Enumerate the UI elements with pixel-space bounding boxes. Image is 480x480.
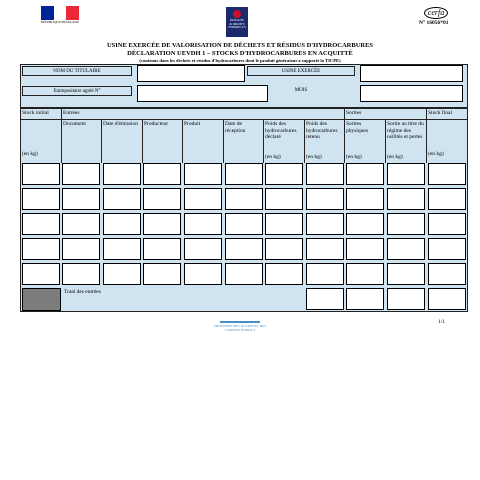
table-cell[interactable] [306,213,344,235]
table-cell[interactable] [225,238,263,260]
unit-stock-final: (en kg) [428,151,444,157]
table-cell[interactable] [103,188,141,210]
table-cell[interactable] [22,213,60,235]
entrepositaire-label: Entrepositaire agréé N° [22,86,132,96]
total-cell[interactable] [346,288,384,310]
ministry-logo-bar [220,321,260,323]
table-cell[interactable] [428,163,466,185]
total-cell[interactable] [428,288,466,310]
entrees-header: Entrées [63,110,80,116]
douane-logo-line3: INDIRECTS [228,25,246,30]
douane-emblem-icon [233,10,241,18]
col-producteur: Producteur [144,121,169,127]
table-cell[interactable] [62,238,100,260]
table-cell[interactable] [22,163,60,185]
table-cell[interactable] [387,188,425,210]
form-title-line1: USINE EXERCÉE DE VALORISATION DE DÉCHETS ET RÉSIDUS D'HYDROCARBURES [106,42,374,49]
table-cell[interactable] [62,213,100,235]
table-cell[interactable] [265,188,303,210]
table-cell[interactable] [346,263,384,285]
col-sorties-physiques: Sorties physiques [346,121,368,134]
table-cell[interactable] [387,238,425,260]
total-entrees-label: Total des entrées [64,289,101,295]
ministry-logo-text: MINISTÈRE DE L'ACTION ET DES COMPTES PUBLICS [214,324,266,332]
table-cell[interactable] [306,163,344,185]
table-cell[interactable] [428,263,466,285]
total-cell[interactable] [306,288,344,310]
table-cell[interactable] [387,163,425,185]
table-cell[interactable] [225,188,263,210]
douane-logo-line2: & DROITS [229,21,245,26]
titulaire-label: NOM DU TITULAIRE [22,66,132,76]
stock-final-header: Stock final [428,110,452,116]
table-cell[interactable] [428,213,466,235]
total-gray-cell [22,288,61,311]
usine-label: USINE EXERCÉE [247,66,355,76]
cerfa-logo: cerfa [424,7,448,19]
page-number: 1/1 [438,319,446,325]
col-date-reception: Date de réception [225,121,246,134]
table-cell[interactable] [184,188,222,210]
table-cell[interactable] [103,238,141,260]
table-cell[interactable] [225,263,263,285]
usine-field[interactable] [360,65,463,82]
table-cell[interactable] [306,188,344,210]
table-cell[interactable] [184,213,222,235]
table-cell[interactable] [387,263,425,285]
stock-initial-header: Stock initial [22,110,49,116]
table-cell[interactable] [143,238,181,260]
table-cell[interactable] [346,163,384,185]
douane-logo-line1: DOUANE [230,18,244,22]
table-cell[interactable] [428,238,466,260]
form-title-line2: DÉCLARATION UEVDH 1 – STOCKS D'HYDROCARBURES EN ACQUITTÉ [127,50,353,57]
table-cell[interactable] [143,213,181,235]
sorties-header: Sorties [346,110,362,116]
cerfa-number: N° 16056*01 [419,20,449,26]
rf-logo-text: RÉPUBLIQUE FRANÇAISE [40,20,80,24]
republique-francaise-logo [40,6,80,28]
table-cell[interactable] [184,163,222,185]
table-cell[interactable] [346,238,384,260]
table-cell[interactable] [143,163,181,185]
column-divider [61,108,62,163]
table-cell[interactable] [22,263,60,285]
unit-sortie-regime: (en kg) [387,154,403,160]
table-cell[interactable] [103,263,141,285]
table-cell[interactable] [143,188,181,210]
table-cell[interactable] [22,238,60,260]
table-cell[interactable] [103,163,141,185]
table-cell[interactable] [428,188,466,210]
table-cell[interactable] [184,238,222,260]
table-cell[interactable] [184,263,222,285]
col-poids-declare: Poids des hydrocarbures déclaré [265,121,297,140]
unit-poids-declare: (en kg) [265,154,281,160]
table-cell[interactable] [143,263,181,285]
table-cell[interactable] [225,213,263,235]
french-flag-icon [41,6,79,20]
table-cell[interactable] [62,263,100,285]
table-cell[interactable] [387,213,425,235]
table-cell[interactable] [225,163,263,185]
table-cell[interactable] [265,213,303,235]
titulaire-field[interactable] [137,65,245,82]
form-subtitle: (contenus dans les déchets et résidus d'hydrocarbures dont le produit générateur a supporté la TICPE) [139,58,341,63]
col-sortie-regime: Sortie au titre du régime des usilités et pertes [387,121,424,140]
table-cell[interactable] [22,188,60,210]
col-document: Document [63,121,86,127]
table-cell[interactable] [62,163,100,185]
mois-label: MOIS [294,88,308,93]
table-cell[interactable] [265,238,303,260]
col-produit: Produit [184,121,201,127]
unit-stock-initial: (en kg) [22,151,38,157]
table-cell[interactable] [346,188,384,210]
table-cell[interactable] [306,238,344,260]
unit-poids-retenu: (en kg) [306,154,322,160]
mois-field[interactable] [360,85,463,102]
table-cell[interactable] [265,163,303,185]
total-cell[interactable] [387,288,425,310]
douane-logo [226,7,248,37]
unit-sorties-physiques: (en kg) [346,154,362,160]
table-cell[interactable] [103,213,141,235]
table-cell[interactable] [306,263,344,285]
table-cell[interactable] [346,213,384,235]
col-poids-retenu: Poids des hydrocarbures retenu [306,121,338,140]
table-cell[interactable] [265,263,303,285]
table-cell[interactable] [62,188,100,210]
col-date-emission: Date d'émission [103,121,139,127]
ministry-logo [206,321,274,333]
